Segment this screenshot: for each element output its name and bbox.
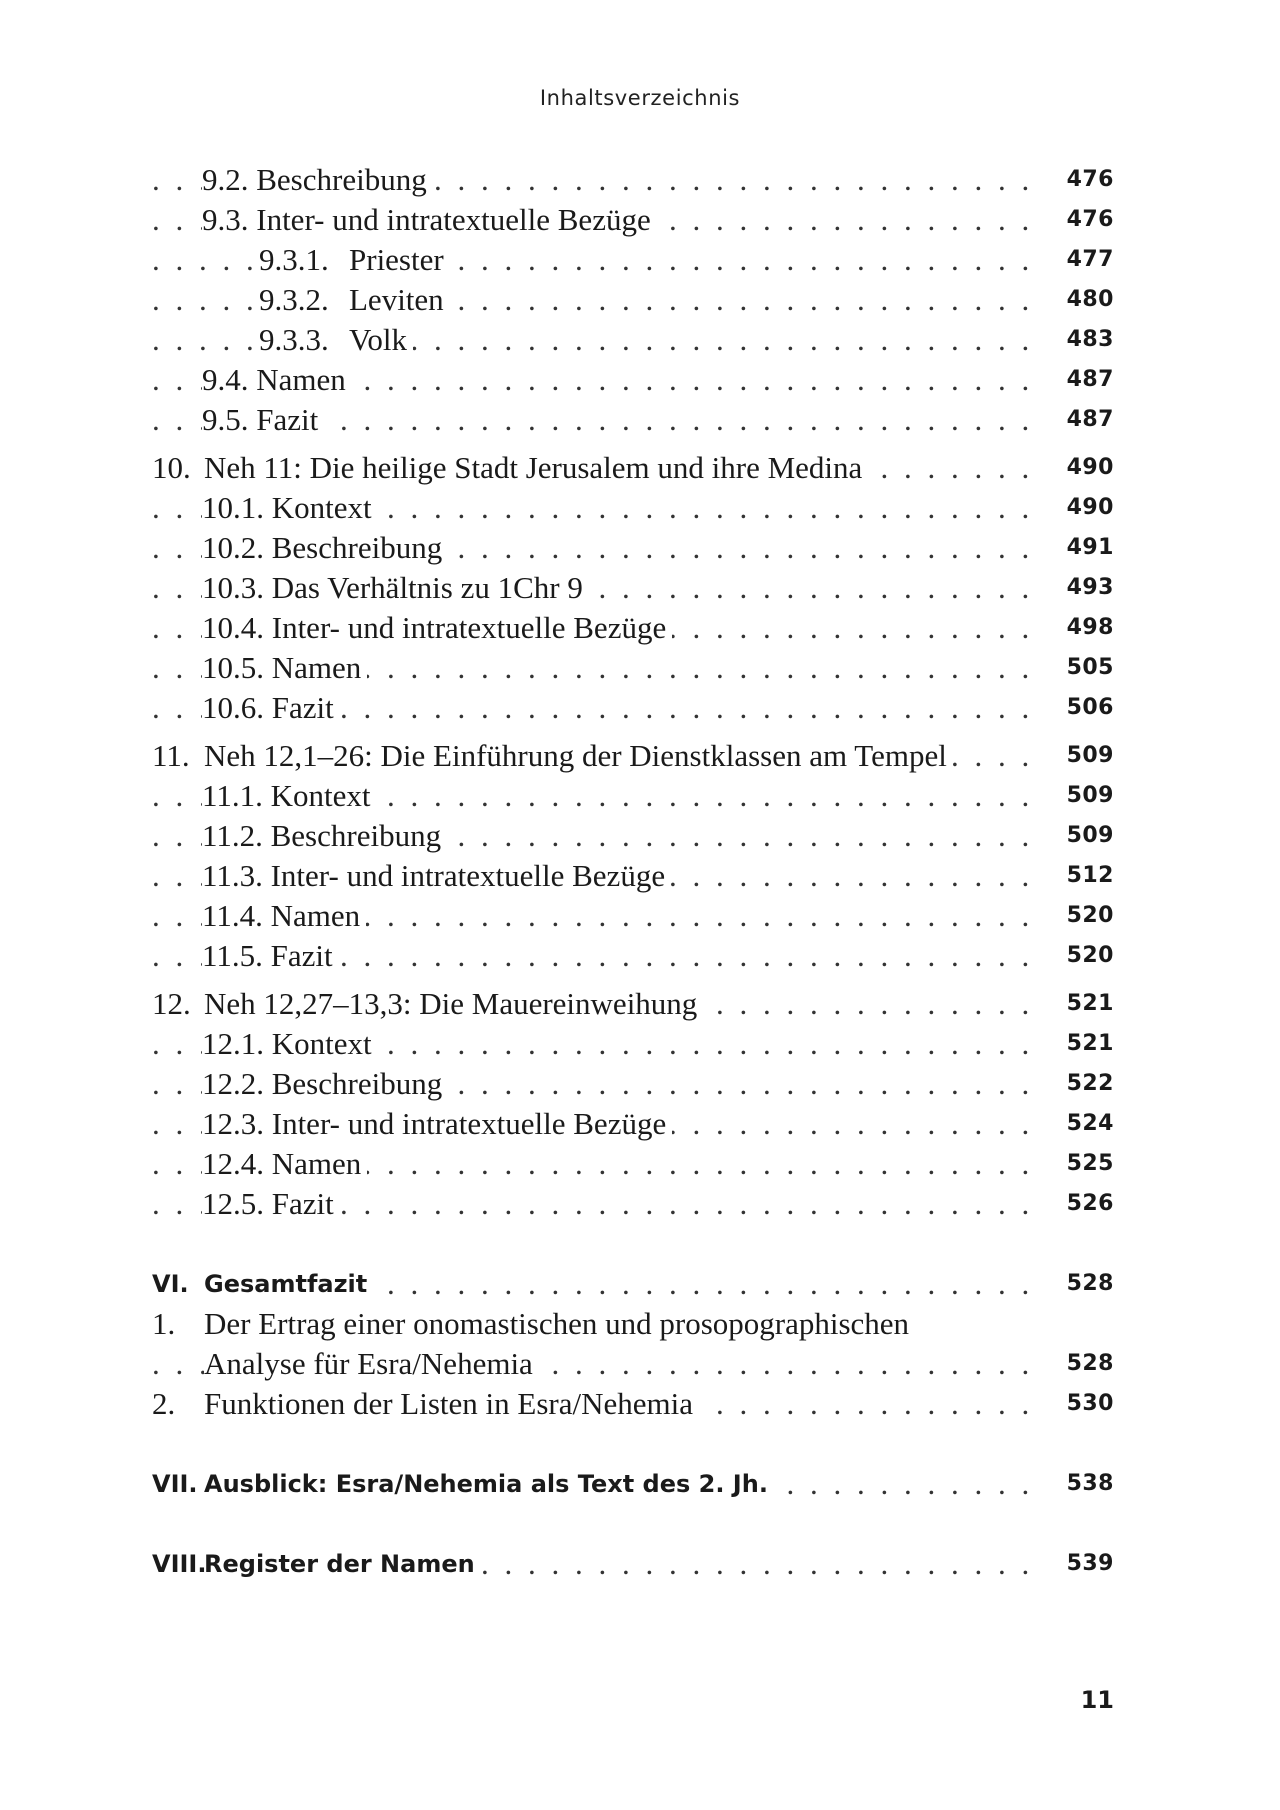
toc-entry[interactable] xyxy=(152,936,1114,976)
entry-page: 487 xyxy=(1066,407,1114,432)
entry-page: 522 xyxy=(1066,1071,1114,1096)
entry-number: 10.3. xyxy=(202,570,264,605)
entry-number: 10.1. xyxy=(202,490,264,525)
entry-page: 506 xyxy=(1066,695,1114,720)
part-number: VII. xyxy=(152,1470,198,1498)
toc-entry[interactable] xyxy=(152,568,1114,608)
entry-title: Neh 11: Die heilige Stadt Jerusalem und ihre Medina xyxy=(204,450,863,485)
toc-entry[interactable] xyxy=(152,320,1114,360)
entry-number: 12.2. xyxy=(202,1066,264,1101)
toc-entry[interactable] xyxy=(152,448,1114,488)
entry-page: 476 xyxy=(1066,167,1114,192)
entry-number: 9.3.2. xyxy=(259,282,329,317)
entry-title: Fazit xyxy=(271,1186,334,1221)
entry-number: 12.3. xyxy=(202,1106,264,1141)
entry-title: Namen xyxy=(271,1146,362,1181)
entry-number: 9.2. xyxy=(202,162,249,197)
toc-entry[interactable] xyxy=(152,736,1114,776)
entry-title-line1: Der Ertrag einer onomastischen und prosopographischen xyxy=(204,1306,910,1341)
toc-entry[interactable] xyxy=(152,160,1114,200)
entry-number: 11.2. xyxy=(202,818,263,853)
part-number: VIII. xyxy=(152,1550,207,1578)
entry-number: 12.5. xyxy=(202,1186,264,1221)
part-title: Ausblick: Esra/Nehemia als Text des 2. Jh. xyxy=(204,1470,768,1498)
entry-page: 487 xyxy=(1066,367,1114,392)
entry-title: Kontext xyxy=(271,490,372,525)
entry-page: 490 xyxy=(1066,455,1114,480)
entry-page: 498 xyxy=(1066,615,1114,640)
entry-page: 509 xyxy=(1066,783,1114,808)
entry-number: 12. xyxy=(152,986,191,1021)
entry-title: Inter- und intratextuelle Bezüge xyxy=(270,858,666,893)
entry-number: 9.5. xyxy=(202,402,249,437)
entry-title: Neh 12,27–13,3: Die Mauereinweihung xyxy=(204,986,698,1021)
entry-title: Volk xyxy=(349,322,408,357)
table-of-contents xyxy=(152,160,1114,1584)
entry-page: 509 xyxy=(1066,823,1114,848)
entry-number: 11.1. xyxy=(202,778,263,813)
part-title: Gesamtfazit xyxy=(204,1270,368,1298)
entry-page: 512 xyxy=(1066,863,1114,888)
entry-title: Namen xyxy=(270,898,361,933)
entry-title: Kontext xyxy=(271,1026,372,1061)
entry-title: Beschreibung xyxy=(271,1066,443,1101)
entry-number: 10. xyxy=(152,450,191,485)
entry-page: 520 xyxy=(1066,943,1114,968)
entry-title-line2: Analyse für Esra/Nehemia xyxy=(204,1346,533,1381)
entry-number: 9.3. xyxy=(202,202,249,237)
entry-number: 11.4. xyxy=(202,898,263,933)
toc-entry[interactable] xyxy=(152,984,1114,1024)
entry-page: 539 xyxy=(1066,1551,1114,1576)
entry-number: 2. xyxy=(152,1386,176,1421)
entry-number: 12.4. xyxy=(202,1146,264,1181)
entry-title: Funktionen der Listen in Esra/Nehemia xyxy=(204,1386,693,1421)
entry-page: 528 xyxy=(1066,1351,1114,1376)
entry-page: 530 xyxy=(1066,1391,1114,1416)
toc-entry[interactable] xyxy=(152,488,1114,528)
entry-page: 538 xyxy=(1066,1471,1114,1496)
entry-title: Priester xyxy=(349,242,444,277)
entry-number: 11.3. xyxy=(202,858,263,893)
entry-title: Beschreibung xyxy=(256,162,427,197)
toc-entry[interactable] xyxy=(152,648,1114,688)
entry-page: 509 xyxy=(1066,743,1114,768)
toc-entry-continued[interactable] xyxy=(152,1344,1114,1384)
entry-page: 526 xyxy=(1066,1191,1114,1216)
entry-title: Inter- und intratextuelle Bezüge xyxy=(271,1106,667,1141)
entry-number: 10.5. xyxy=(202,650,264,685)
entry-title: Kontext xyxy=(270,778,371,813)
entry-page: 483 xyxy=(1066,327,1114,352)
toc-entry[interactable] xyxy=(152,816,1114,856)
entry-number: 10.6. xyxy=(202,690,264,725)
page-number: 11 xyxy=(1080,1686,1114,1714)
toc-entry[interactable] xyxy=(152,1384,1114,1424)
toc-entry[interactable] xyxy=(152,1104,1114,1144)
toc-entry[interactable] xyxy=(152,1184,1114,1224)
entry-number: 1. xyxy=(152,1306,176,1341)
toc-entry[interactable] xyxy=(152,200,1114,240)
toc-entry[interactable] xyxy=(152,1024,1114,1064)
toc-entry[interactable] xyxy=(152,240,1114,280)
entry-page: 520 xyxy=(1066,903,1114,928)
entry-page: 521 xyxy=(1066,1031,1114,1056)
entry-page: 524 xyxy=(1066,1111,1114,1136)
entry-page: 491 xyxy=(1066,535,1114,560)
entry-page: 480 xyxy=(1066,287,1114,312)
entry-title: Inter- und intratextuelle Bezüge xyxy=(271,610,667,645)
toc-entry[interactable] xyxy=(152,1064,1114,1104)
entry-page: 521 xyxy=(1066,991,1114,1016)
entry-number: 9.3.1. xyxy=(259,242,329,277)
entry-number: 11. xyxy=(152,738,190,773)
entry-number: 11.5. xyxy=(202,938,263,973)
toc-entry[interactable] xyxy=(152,608,1114,648)
toc-part-entry[interactable] xyxy=(152,1464,1114,1504)
toc-entry[interactable] xyxy=(152,776,1114,816)
entry-number: 9.4. xyxy=(202,362,249,397)
entry-page: 528 xyxy=(1066,1271,1114,1296)
toc-entry[interactable] xyxy=(152,1144,1114,1184)
entry-title: Das Verhältnis zu 1Chr 9 xyxy=(271,570,583,605)
entry-page: 525 xyxy=(1066,1151,1114,1176)
toc-entry[interactable] xyxy=(152,856,1114,896)
entry-title: Fazit xyxy=(271,690,334,725)
entry-page: 493 xyxy=(1066,575,1114,600)
entry-page: 490 xyxy=(1066,495,1114,520)
toc-entry[interactable] xyxy=(152,528,1114,568)
entry-page: 476 xyxy=(1066,207,1114,232)
entry-title: Beschreibung xyxy=(270,818,442,853)
toc-entry[interactable] xyxy=(152,1304,1114,1344)
toc-entry[interactable] xyxy=(152,360,1114,400)
entry-title: Fazit xyxy=(270,938,333,973)
entry-title: Neh 12,1–26: Die Einführung der Dienstklassen am Tempel xyxy=(204,738,947,773)
entry-title: Inter- und intratextuelle Bezüge xyxy=(256,202,651,237)
entry-title: Namen xyxy=(271,650,362,685)
toc-part-entry[interactable] xyxy=(152,1544,1114,1584)
toc-entry[interactable] xyxy=(152,280,1114,320)
entry-number: 10.4. xyxy=(202,610,264,645)
running-header: Inhaltsverzeichnis xyxy=(539,86,741,110)
entry-page: 505 xyxy=(1066,655,1114,680)
part-title: Register der Namen xyxy=(204,1550,475,1578)
part-number: VI. xyxy=(152,1270,189,1298)
entry-number: 12.1. xyxy=(202,1026,264,1061)
toc-part-entry[interactable] xyxy=(152,1264,1114,1304)
entry-title: Leviten xyxy=(349,282,444,317)
toc-entry[interactable] xyxy=(152,400,1114,440)
entry-page: 477 xyxy=(1066,247,1114,272)
toc-entry[interactable] xyxy=(152,896,1114,936)
entry-title: Beschreibung xyxy=(271,530,443,565)
entry-title: Namen xyxy=(256,362,346,397)
entry-number: 9.3.3. xyxy=(259,322,329,357)
toc-entry[interactable] xyxy=(152,688,1114,728)
entry-title: Fazit xyxy=(256,402,319,437)
entry-number: 10.2. xyxy=(202,530,264,565)
